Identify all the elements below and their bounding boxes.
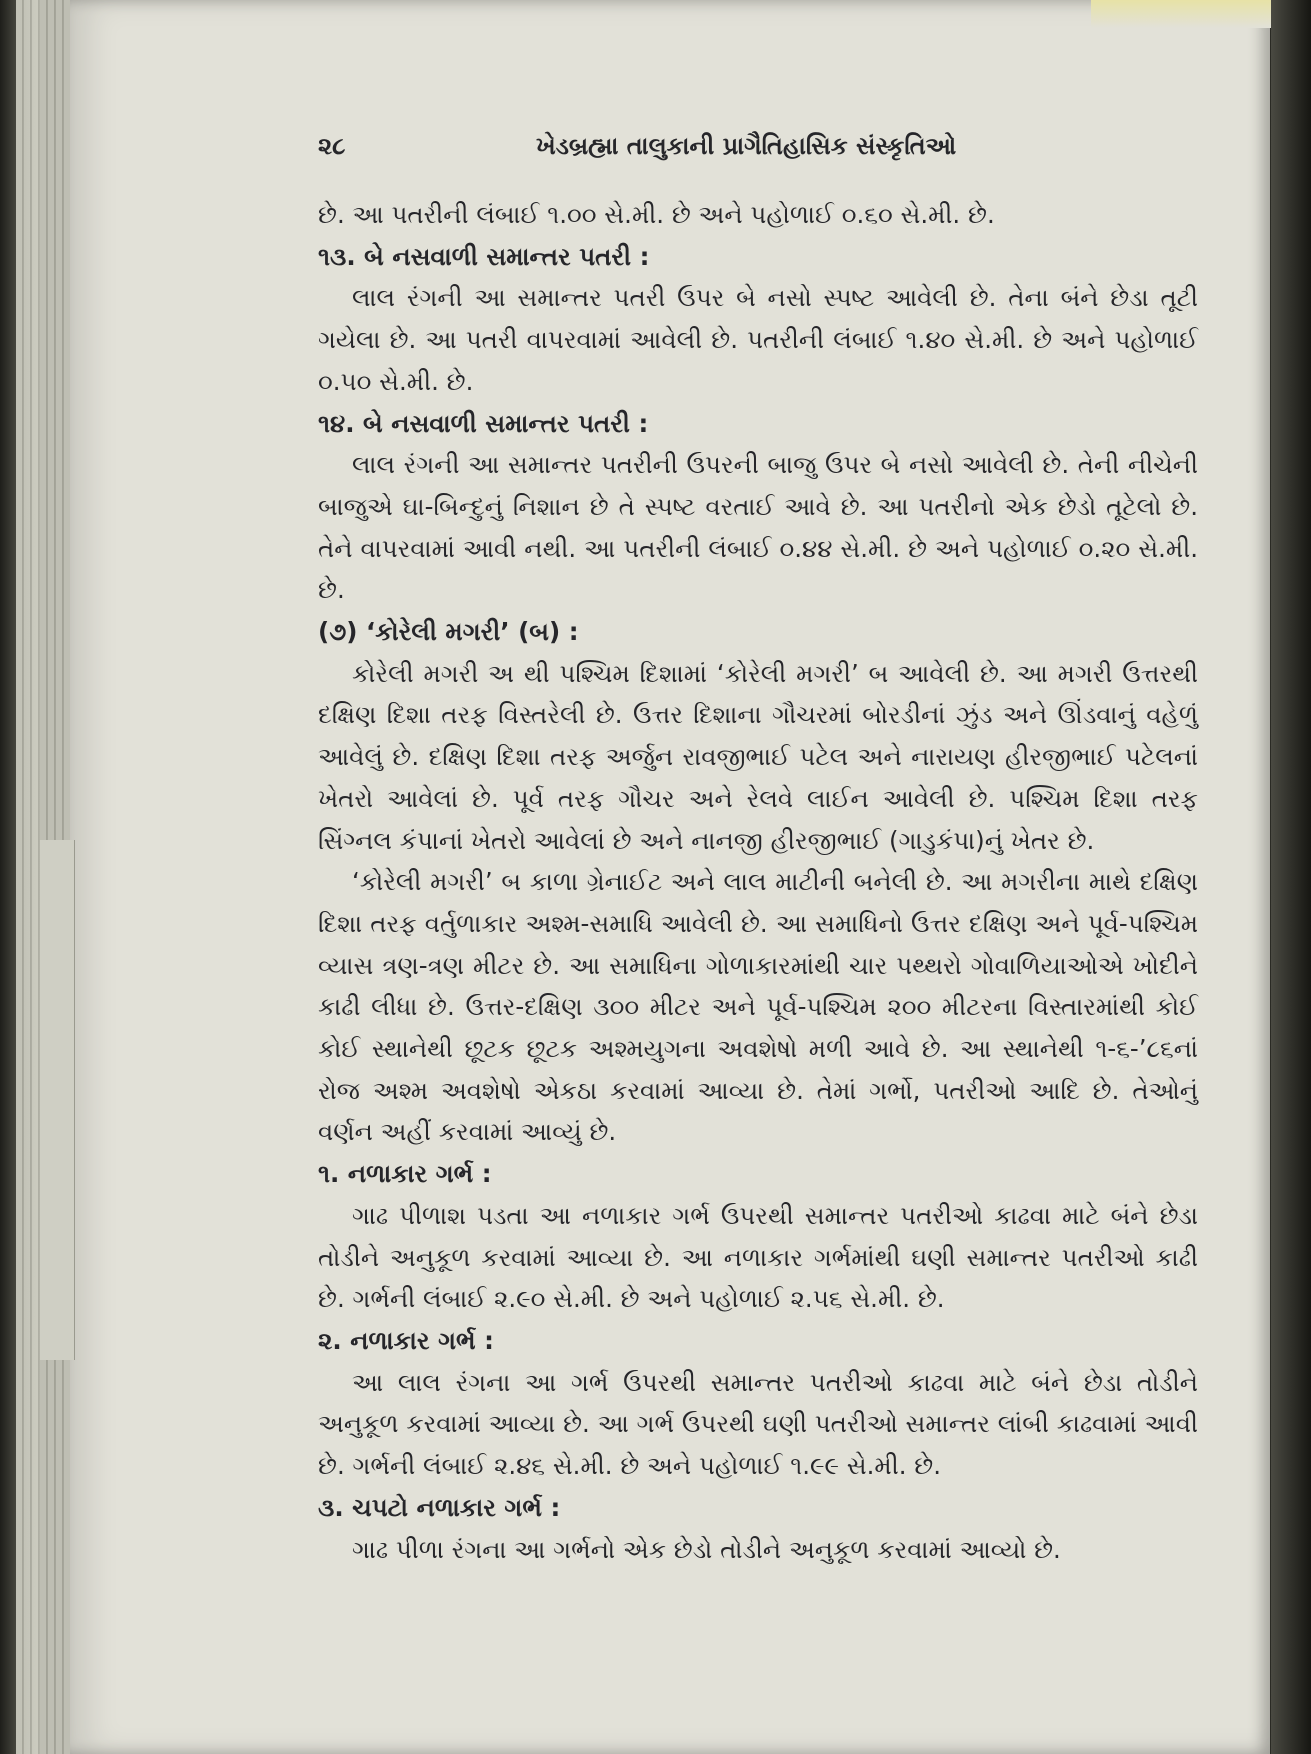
section-heading: ૨. નળાકાર ગર્ભ : bbox=[318, 1325, 494, 1355]
page-fold bbox=[40, 840, 75, 1360]
paragraph: લાલ રંગની આ સમાન્તર પતરીની ઉપરની બાજુ ઉપર બે નસો આવેલી છે. તેની નીચેની બાજુએ ઘા-બિન્દુનું નિશાન છે તે સ્પષ્ટ વરતાઈ આવે છે. આ પતરીનો એક છેડો તૂટેલો છે. તેને વાપરવામાં આવી નથી. આ પતરીની લંબાઈ ૦.૪૪ સે.મી. છે અને પહોળાઈ ૦.૨૦ સે.મી. છે. bbox=[318, 450, 1198, 605]
paragraph: ગાઢ પીળા રંગના આ ગર્ભનો એક છેડો તોડીને અનુકૂળ કરવામાં આવ્યો છે. bbox=[352, 1534, 1061, 1564]
section-heading: ૧૩. બે નસવાળી સમાન્તર પતરી : bbox=[318, 241, 650, 271]
section-heading: ૧. નળાકાર ગર્ભ : bbox=[318, 1159, 492, 1189]
paragraph: ‘કોરેલી મગરી’ બ કાળા ગ્રેનાઈટ અને લાલ માટીની બનેલી છે. આ મગરીના માથે દક્ષિણ દિશા તરફ વર્તુળાકાર અશ્મ-સમાધિ આવેલી છે. આ સમાધિનો ઉત્તર દક્ષિણ અને પૂર્વ-પશ્ચિમ વ્યાસ ત્રણ-ત્રણ મીટર છે. આ સમાધિના ગોળાકારમાંથી ચાર પથ્થરો ગોવાળિયાઓએ ખોદીને કાઢી લીધા છે. ઉત્તર-દક્ષિણ ૩૦૦ મીટર અને પૂર્વ-પશ્ચિમ ૨૦૦ મીટરના વિસ્તારમાંથી કોઈ કોઈ સ્થાનેથી છૂટક છૂટક અશ્મયુગના અવશેષો મળી આવે છે. આ સ્થાનેથી ૧-૬-’૮૬નાં રોજ અશ્મ અવશેષો એકઠા કરવામાં આવ્યા છે. તેમાં ગર્ભો, પતરીઓ આદિ છે. તેઓનું વર્ણન અહીં કરવામાં આવ્યું છે. bbox=[318, 867, 1198, 1147]
section-heading: ૧૪. બે નસવાળી સમાન્તર પતરી : bbox=[318, 408, 649, 438]
paragraph: છે. આ પતરીની લંબાઈ ૧.૦૦ સે.મી. છે અને પહોળાઈ ૦.૬૦ સે.મી. છે. bbox=[318, 200, 995, 229]
paragraph: લાલ રંગની આ સમાન્તર પતરી ઉપર બે નસો સ્પષ્ટ આવેલી છે. તેના બંને છેડા તૂટી ગયેલા છે. આ પતરી વાપરવામાં આવેલી છે. પતરીની લંબાઈ ૧.૪૦ સે.મી. છે અને પહોળાઈ ૦.૫૦ સે.મી. છે. bbox=[318, 283, 1198, 396]
page-number: ૨૮ bbox=[318, 132, 346, 160]
page-header bbox=[318, 132, 1198, 168]
page-corner-stain bbox=[1091, 0, 1271, 28]
paragraph: ગાઢ પીળાશ પડતા આ નળાકાર ગર્ભ ઉપરથી સમાન્તર પતરીઓ કાઢવા માટે બંને છેડા તોડીને અનુકૂળ કરવામાં આવ્યા છે. આ નળાકાર ગર્ભમાંથી ઘણી સમાન્તર પતરીઓ કાઢી છે. ગર્ભની લંબાઈ ૨.૯૦ સે.મી. છે અને પહોળાઈ ૨.૫૬ સે.મી. છે. bbox=[318, 1200, 1198, 1314]
running-title: ખેડબ્રહ્મા તાલુકાની પ્રાગૈતિહાસિક સંસ્કૃતિઓ bbox=[536, 132, 957, 160]
section-heading: (૭) ‘કોરેલી મગરી’ (બ) : bbox=[318, 617, 579, 647]
paragraph: કોરેલી મગરી અ થી પશ્ચિમ દિશામાં ‘કોરેલી મગરી’ બ આવેલી છે. આ મગરી ઉત્તરથી દક્ષિણ દિશા તરફ વિસ્તરેલી છે. ઉત્તર દિશાના ગૌચરમાં બોરડીનાં ઝુંડ અને ઊંડવાનું વહેળું આવેલું છે. દક્ષિણ દિશા તરફ અર્જુન રાવજીભાઈ પટેલ અને નારાયણ હીરજીભાઈ પટેલનાં ખેતરો આવેલાં છે. પૂર્વ તરફ ગૌચર અને રેલવે લાઈન આવેલી છે. પશ્ચિમ દિશા તરફ સિંગ્નલ કંપાનાં ખેતરો આવેલાં છે અને નાનજી હીરજીભાઈ (ગાડુકંપા)નું ખેતર છે. bbox=[318, 658, 1198, 855]
background-right bbox=[1271, 0, 1311, 1754]
paragraph: આ લાલ રંગના આ ગર્ભ ઉપરથી સમાન્તર પતરીઓ કાઢવા માટે બંને છેડા તોડીને અનુકૂળ કરવામાં આવ્યા છે. આ ગર્ભ ઉપરથી ઘણી પતરીઓ સમાન્તર લાંબી કાઢવામાં આવી છે. ગર્ભની લંબાઈ ૨.૪૬ સે.મી. છે અને પહોળાઈ ૧.૯૯ સે.મી. છે. bbox=[318, 1367, 1198, 1481]
page-body bbox=[318, 194, 1198, 1570]
section-heading: ૩. ચપટો નળાકાર ગર્ભ : bbox=[318, 1492, 561, 1522]
